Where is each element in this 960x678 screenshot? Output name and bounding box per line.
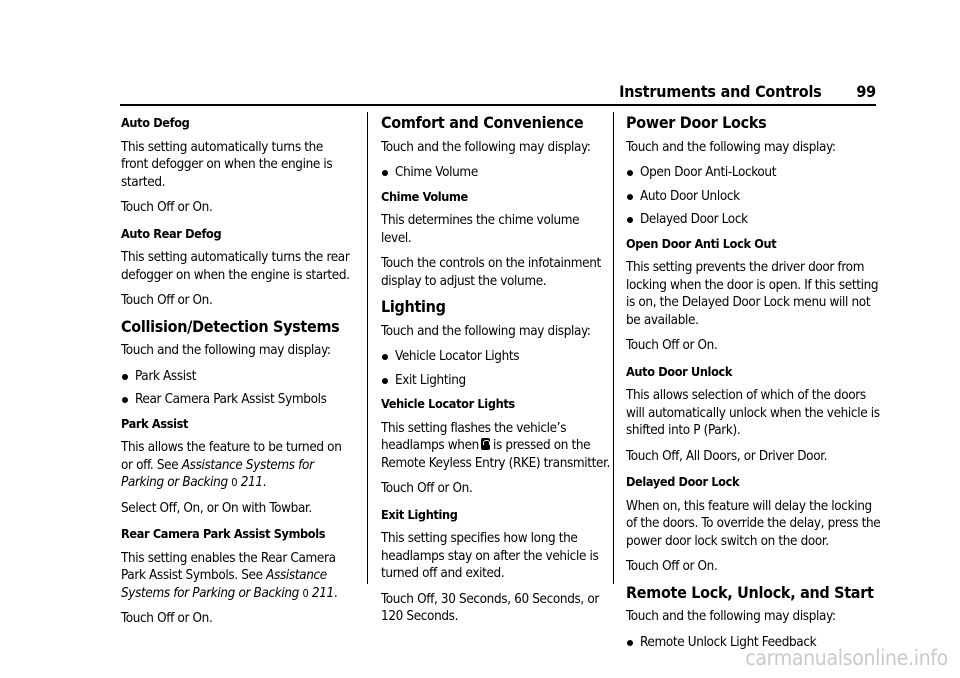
paragraph: This setting enables the Rear Camera Park Assist Symbols. See Assistance Systems for Parking or Backing 0 211. bbox=[121, 550, 338, 601]
paragraph: Touch Off, All Doors, or Driver Door. bbox=[626, 448, 828, 464]
paragraph: Touch Off, 30 Seconds, 60 Seconds, or 120 Seconds. bbox=[381, 591, 599, 624]
paragraph: Touch Off or On. bbox=[626, 559, 718, 574]
paragraph: Touch and the following may display: bbox=[626, 139, 836, 155]
subheading-delayed-lock: Delayed Door Lock bbox=[626, 474, 740, 489]
paragraph: Touch the controls on the infotainment display to adjust the volume. bbox=[381, 256, 601, 289]
column-divider bbox=[613, 112, 614, 584]
paragraph: This setting specifies how long the headlamps stay on after the vehicle is turned off and exited. bbox=[381, 531, 599, 581]
paragraph-text: This setting flashes the vehicle’s headlamps when bbox=[381, 420, 567, 453]
paragraph: Touch Off or On. bbox=[121, 200, 213, 215]
subheading-park-assist: Park Assist bbox=[121, 415, 189, 431]
section-heading-remote: Remote Lock, Unlock, and Start bbox=[626, 582, 874, 602]
watermark: carmanualsonline.info bbox=[745, 646, 948, 670]
subheading-exit-lighting: Exit Lighting bbox=[381, 506, 458, 522]
paragraph-text: is pressed on the Remote Keyless Entry (RKE) transmitter. bbox=[381, 438, 610, 471]
subheading-auto-unlock: Auto Door Unlock bbox=[626, 363, 733, 379]
column-middle bbox=[381, 114, 613, 634]
list-item: Rear Camera Park Assist Symbols bbox=[121, 391, 353, 409]
page-number: 99 bbox=[856, 82, 876, 101]
paragraph: Touch and the following may display: bbox=[626, 609, 836, 624]
page-header bbox=[619, 82, 876, 101]
paragraph: This setting prevents the driver door from locking when the door is open. If this setting is on, the Delayed Door Lock menu will not be available. bbox=[626, 260, 879, 328]
paragraph: Touch Off or On. bbox=[121, 611, 213, 626]
paragraph: Touch Off or On. bbox=[381, 481, 473, 496]
section-heading-power-locks: Power Door Locks bbox=[626, 113, 767, 132]
list-item: Open Door Anti-Lockout bbox=[626, 164, 884, 182]
subheading-vehicle-locator: Vehicle Locator Lights bbox=[381, 396, 515, 411]
section-heading-collision: Collision/Detection Systems bbox=[121, 316, 340, 336]
cross-reference-link[interactable]: Assistance Systems for Parking or Backing bbox=[121, 457, 314, 490]
list-item: Exit Lighting bbox=[381, 372, 613, 390]
cross-reference-link[interactable]: Assistance Systems for Parking or Backing bbox=[121, 568, 327, 601]
section-title: Instruments and Controls bbox=[619, 82, 822, 101]
paragraph: This allows selection of which of the doors will automatically unlock when the vehicle is shifted into P (Park). bbox=[626, 388, 880, 438]
header-rule bbox=[120, 104, 876, 106]
key-fob-lock-icon bbox=[481, 438, 490, 450]
paragraph bbox=[381, 420, 613, 473]
paragraph: Touch Off or On. bbox=[626, 338, 718, 353]
page-ref[interactable]: 211 bbox=[311, 585, 334, 601]
paragraph: Select Off, On, or On with Towbar. bbox=[121, 500, 312, 516]
column-divider bbox=[367, 112, 368, 584]
bullet-list bbox=[381, 164, 613, 182]
paragraph: When on, this feature will delay the locking of the doors. To override the delay, press the power door lock switch on the door. bbox=[626, 498, 881, 549]
list-item: Remote Unlock Light Feedback bbox=[626, 634, 884, 652]
list-item: Park Assist bbox=[121, 368, 353, 386]
list-item: Vehicle Locator Lights bbox=[381, 348, 613, 366]
bullet-list bbox=[381, 348, 613, 389]
column-right bbox=[626, 114, 884, 657]
paragraph: This allows the feature to be turned on or off. See Assistance Systems for Parking or Backing 0 211. bbox=[121, 440, 342, 490]
section-heading-comfort: Comfort and Convenience bbox=[381, 113, 584, 132]
page-ref[interactable]: 211 bbox=[240, 475, 263, 490]
list-item: Auto Door Unlock bbox=[626, 188, 884, 206]
subheading-rear-camera: Rear Camera Park Assist Symbols bbox=[121, 526, 326, 541]
section-heading-lighting: Lighting bbox=[381, 297, 446, 316]
list-item: Delayed Door Lock bbox=[626, 211, 884, 229]
paragraph: This setting automatically turns the rear defogger on when the engine is started. bbox=[121, 250, 350, 283]
subheading-auto-rear-defog: Auto Rear Defog bbox=[121, 225, 222, 241]
paragraph-text: This allows the feature to be turned on or off. See bbox=[121, 440, 342, 473]
page-ref-arrow-icon: 0 bbox=[302, 586, 309, 600]
paragraph: Touch Off or On. bbox=[121, 293, 213, 308]
bullet-list bbox=[626, 164, 884, 229]
list-item: Chime Volume bbox=[381, 164, 613, 182]
subheading-anti-lock: Open Door Anti Lock Out bbox=[626, 235, 777, 251]
column-left bbox=[121, 114, 353, 636]
page-ref-arrow-icon: 0 bbox=[231, 476, 238, 489]
paragraph: Touch and the following may display: bbox=[381, 323, 591, 339]
bullet-list bbox=[121, 368, 353, 409]
paragraph: This determines the chime volume level. bbox=[381, 213, 580, 246]
paragraph: Touch and the following may display: bbox=[121, 343, 331, 358]
paragraph-text: This setting enables the Rear Camera Park Assist Symbols. See bbox=[121, 550, 336, 583]
paragraph: Touch and the following may display: bbox=[381, 139, 591, 155]
subheading-chime-volume: Chime Volume bbox=[381, 188, 468, 204]
subheading-auto-defog: Auto Defog bbox=[121, 115, 190, 130]
paragraph: This setting automatically turns the front defogger on when the engine is started. bbox=[121, 139, 333, 190]
